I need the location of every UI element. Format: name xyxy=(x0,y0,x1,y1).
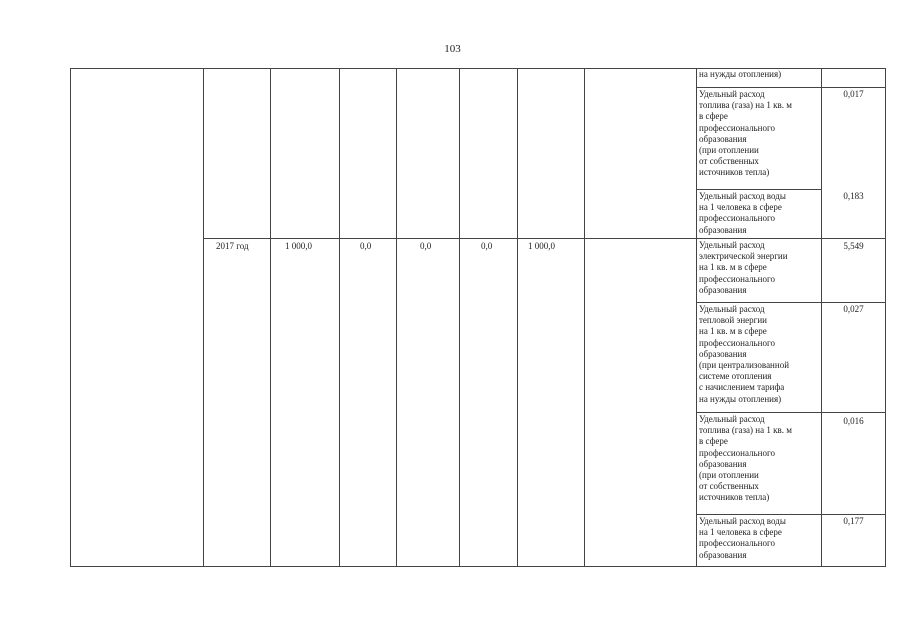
year-cell: 2017 год xyxy=(216,241,249,251)
row-divider xyxy=(696,514,886,515)
row-divider xyxy=(696,87,886,88)
indicator-name: Удельный расход электрической энергии на 1 кв. м в сфере профессионального образования xyxy=(699,240,788,295)
row-divider xyxy=(203,238,886,239)
row-divider xyxy=(696,412,886,413)
indicator-name: Удельный расход воды на 1 человека в сфере профессионального образования xyxy=(699,516,786,560)
column-border xyxy=(696,68,697,567)
page-number: 103 xyxy=(444,43,461,55)
funding-source-cell: 1 000,0 xyxy=(528,241,555,251)
funding-source-cell: 0,0 xyxy=(360,241,372,251)
indicator-name: Удельный расход тепловой энергии на 1 кв. м в сфере профессионального образования (при централизованной системе отопления с начислением тарифа на нужды отопления) xyxy=(699,304,790,404)
indicator-tail-text: на нужды отопления) xyxy=(699,69,782,79)
indicator-value: 0,177 xyxy=(843,516,864,526)
column-border xyxy=(70,68,71,567)
indicator-name: Удельный расход топлива (газа) на 1 кв. м в сфере профессионального образования (при отоплении от собственных источников тепла) xyxy=(699,414,792,503)
column-border xyxy=(203,68,204,567)
indicator-name: Удельный расход воды на 1 человека в сфере профессионального образования xyxy=(699,191,786,235)
indicator-value: 0,183 xyxy=(843,191,864,201)
indicator-value: 5,549 xyxy=(843,241,864,251)
row-divider xyxy=(696,189,822,190)
column-border xyxy=(517,68,518,567)
column-border xyxy=(584,68,585,567)
column-border xyxy=(459,68,460,567)
funding-total-cell: 1 000,0 xyxy=(285,241,312,251)
funding-source-cell: 0,0 xyxy=(481,241,493,251)
column-border xyxy=(885,68,886,567)
column-border xyxy=(270,68,271,567)
indicator-value: 0,017 xyxy=(843,89,864,99)
funding-source-cell: 0,0 xyxy=(420,241,432,251)
indicator-value: 0,027 xyxy=(843,304,864,314)
table-bottom-border xyxy=(70,566,886,567)
row-divider xyxy=(696,302,886,303)
indicator-name: Удельный расход топлива (газа) на 1 кв. м в сфере профессионального образования (при отоплении от собственных источников тепла) xyxy=(699,89,792,178)
indicator-value: 0,016 xyxy=(843,416,864,426)
column-border xyxy=(821,68,822,567)
column-border xyxy=(339,68,340,567)
column-border xyxy=(396,68,397,567)
